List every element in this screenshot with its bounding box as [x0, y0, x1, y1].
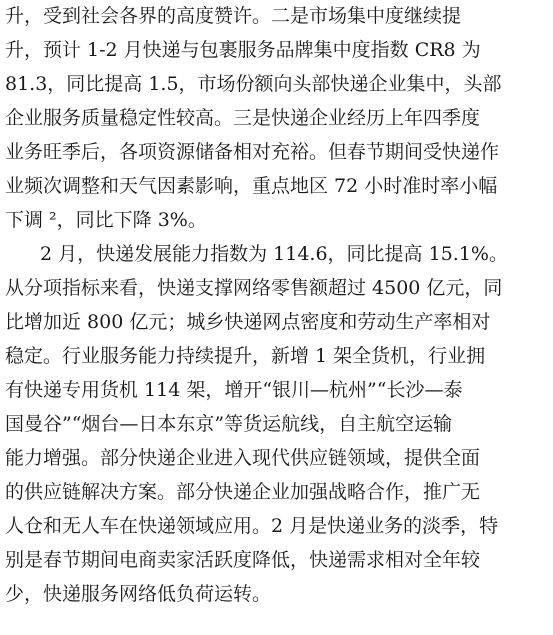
paragraph-line: 能力增强。部分快递企业进入现代供应链领域，提供全面 — [5, 447, 481, 469]
paragraph-line: 81.3，同比提高 1.5，市场份额向头部快递企业集中，头部 — [5, 73, 502, 95]
paragraph-line: 人仓和无人车在快递领域应用。2 月是快递业务的淡季，特 — [5, 515, 499, 537]
paragraph-line: 升，预计 1-2 月快递与包裹服务品牌集中度指数 CR8 为 — [5, 39, 481, 61]
paragraph-line: 少，快递服务网络低负荷运转。 — [5, 583, 272, 605]
paragraph-line: 国曼谷”“烟台—日本东京”等货运航线，自主航空运输 — [5, 413, 453, 435]
paragraph-line: 有快递专用货机 114 架，增开“银川—杭州”“长沙—泰 — [5, 379, 463, 401]
paragraph-line: 比增加近 800 亿元；城乡快递网点密度和劳动生产率相对 — [5, 311, 491, 333]
paragraph-line: 企业服务质量稳定性较高。三是快递企业经历上年四季度 — [5, 107, 481, 129]
paragraph-line: 业频次调整和天气因素影响，重点地区 72 小时准时率小幅 — [5, 175, 498, 197]
paragraph-line: 别是春节期间电商卖家活跃度降低，快递需求相对全年较 — [5, 549, 481, 571]
paragraph-line: 从分项指标来看，快递支撑网络零售额超过 4500 亿元，同 — [5, 277, 503, 299]
paragraph-line: 下调 ²，同比下降 3%。 — [5, 209, 207, 231]
paragraph-line: 业务旺季后，各项资源储备相对充裕。但春节期间受快递作 — [5, 141, 500, 163]
paragraph-line: 2 月，快递发展能力指数为 114.6，同比提高 15.1%。 — [40, 243, 508, 265]
paragraph-line: 升，受到社会各界的高度赞许。二是市场集中度继续提 — [5, 5, 462, 27]
paragraph-line: 的供应链解决方案。部分快递企业加强战略合作，推广无 — [5, 481, 481, 503]
paragraph-line: 稳定。行业服务能力持续提升，新增 1 架全货机，行业拥 — [5, 345, 486, 367]
